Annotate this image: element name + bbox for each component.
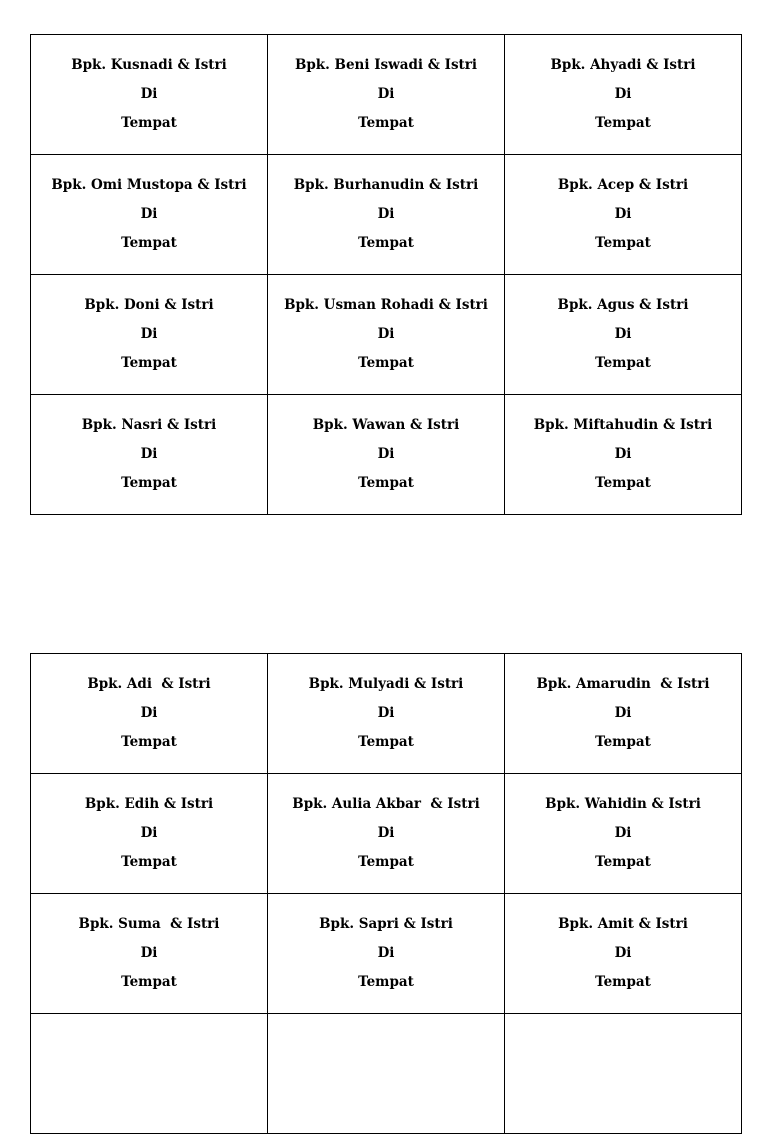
recipient-line-di: Di <box>140 945 158 961</box>
recipient-line-tempat: Tempat <box>595 974 651 990</box>
recipient-name: Bpk. Doni & Istri <box>84 297 214 313</box>
recipient-line-tempat: Tempat <box>358 355 414 371</box>
label-table-2 <box>30 653 742 1134</box>
address-label-cell <box>505 395 742 515</box>
recipient-name: Bpk. Burhanudin & Istri <box>293 177 479 193</box>
address-label-cell <box>31 275 268 395</box>
recipient-name: Bpk. Nasri & Istri <box>81 417 217 433</box>
recipient-name: Bpk. Acep & Istri <box>557 177 689 193</box>
recipient-line-tempat: Tempat <box>121 974 177 990</box>
recipient-line-di: Di <box>614 705 632 721</box>
recipient-name: Bpk. Wawan & Istri <box>312 417 460 433</box>
recipient-line-di: Di <box>140 86 158 102</box>
recipient-line-di: Di <box>614 326 632 342</box>
recipient-line-tempat: Tempat <box>121 854 177 870</box>
recipient-line-tempat: Tempat <box>595 854 651 870</box>
recipient-line-di: Di <box>614 206 632 222</box>
address-label-cell <box>505 275 742 395</box>
recipient-line-tempat: Tempat <box>358 115 414 131</box>
recipient-line-tempat: Tempat <box>121 734 177 750</box>
address-label-cell <box>505 35 742 155</box>
recipient-name: Bpk. Amarudin & Istri <box>536 676 710 692</box>
recipient-name: Bpk. Amit & Istri <box>558 916 688 932</box>
recipient-line-di: Di <box>140 206 158 222</box>
table-row <box>31 275 742 395</box>
recipient-name: Bpk. Agus & Istri <box>557 297 689 313</box>
address-label-cell <box>268 894 505 1014</box>
address-label-cell <box>268 774 505 894</box>
recipient-name: Bpk. Beni Iswadi & Istri <box>294 57 478 73</box>
table-row <box>31 654 742 774</box>
table-row <box>31 774 742 894</box>
recipient-name: Bpk. Ahyadi & Istri <box>550 57 696 73</box>
address-label-cell <box>268 35 505 155</box>
recipient-name: Bpk. Kusnadi & Istri <box>71 57 227 73</box>
recipient-name: Bpk. Wahidin & Istri <box>545 796 701 812</box>
recipient-line-tempat: Tempat <box>121 235 177 251</box>
recipient-line-tempat: Tempat <box>121 115 177 131</box>
recipient-line-tempat: Tempat <box>358 235 414 251</box>
recipient-name: Bpk. Usman Rohadi & Istri <box>284 297 488 313</box>
recipient-line-di: Di <box>377 446 395 462</box>
recipient-name: Bpk. Mulyadi & Istri <box>308 676 464 692</box>
recipient-line-di: Di <box>614 86 632 102</box>
address-label-cell <box>505 155 742 275</box>
address-label-cell <box>268 275 505 395</box>
address-label-cell <box>505 774 742 894</box>
label-table-1 <box>30 34 742 515</box>
recipient-line-di: Di <box>614 945 632 961</box>
address-label-cell <box>31 155 268 275</box>
recipient-line-tempat: Tempat <box>358 475 414 491</box>
table-row <box>31 894 742 1014</box>
table-row <box>31 395 742 515</box>
recipient-line-di: Di <box>140 825 158 841</box>
recipient-name: Bpk. Suma & Istri <box>78 916 220 932</box>
address-label-cell <box>268 155 505 275</box>
recipient-line-di: Di <box>140 446 158 462</box>
recipient-name: Bpk. Sapri & Istri <box>319 916 453 932</box>
address-label-cell <box>505 654 742 774</box>
recipient-line-tempat: Tempat <box>595 475 651 491</box>
address-label-cell <box>31 894 268 1014</box>
table-row <box>31 35 742 155</box>
recipient-line-di: Di <box>140 326 158 342</box>
table-row-partial <box>31 1014 742 1134</box>
recipient-line-tempat: Tempat <box>121 355 177 371</box>
recipient-line-tempat: Tempat <box>358 734 414 750</box>
address-label-cell <box>505 894 742 1014</box>
recipient-line-di: Di <box>140 705 158 721</box>
address-label-cell-empty <box>505 1014 742 1134</box>
address-label-cell <box>31 35 268 155</box>
recipient-line-di: Di <box>377 945 395 961</box>
recipient-line-tempat: Tempat <box>595 115 651 131</box>
recipient-line-di: Di <box>377 825 395 841</box>
recipient-line-di: Di <box>377 86 395 102</box>
address-label-cell <box>31 654 268 774</box>
recipient-line-di: Di <box>614 825 632 841</box>
recipient-line-tempat: Tempat <box>358 854 414 870</box>
address-label-cell <box>268 395 505 515</box>
address-label-cell <box>31 774 268 894</box>
recipient-name: Bpk. Miftahudin & Istri <box>533 417 713 433</box>
address-label-cell-empty <box>268 1014 505 1134</box>
recipient-line-tempat: Tempat <box>595 235 651 251</box>
recipient-line-di: Di <box>377 206 395 222</box>
recipient-line-di: Di <box>614 446 632 462</box>
recipient-line-di: Di <box>377 705 395 721</box>
table-row <box>31 155 742 275</box>
recipient-name: Bpk. Aulia Akbar & Istri <box>292 796 480 812</box>
recipient-line-tempat: Tempat <box>358 974 414 990</box>
recipient-line-tempat: Tempat <box>595 734 651 750</box>
recipient-line-tempat: Tempat <box>121 475 177 491</box>
recipient-name: Bpk. Edih & Istri <box>84 796 214 812</box>
recipient-line-tempat: Tempat <box>595 355 651 371</box>
address-label-cell <box>31 395 268 515</box>
address-label-cell-empty <box>31 1014 268 1134</box>
address-label-cell <box>268 654 505 774</box>
recipient-name: Bpk. Adi & Istri <box>87 676 211 692</box>
recipient-name: Bpk. Omi Mustopa & Istri <box>51 177 247 193</box>
recipient-line-di: Di <box>377 326 395 342</box>
